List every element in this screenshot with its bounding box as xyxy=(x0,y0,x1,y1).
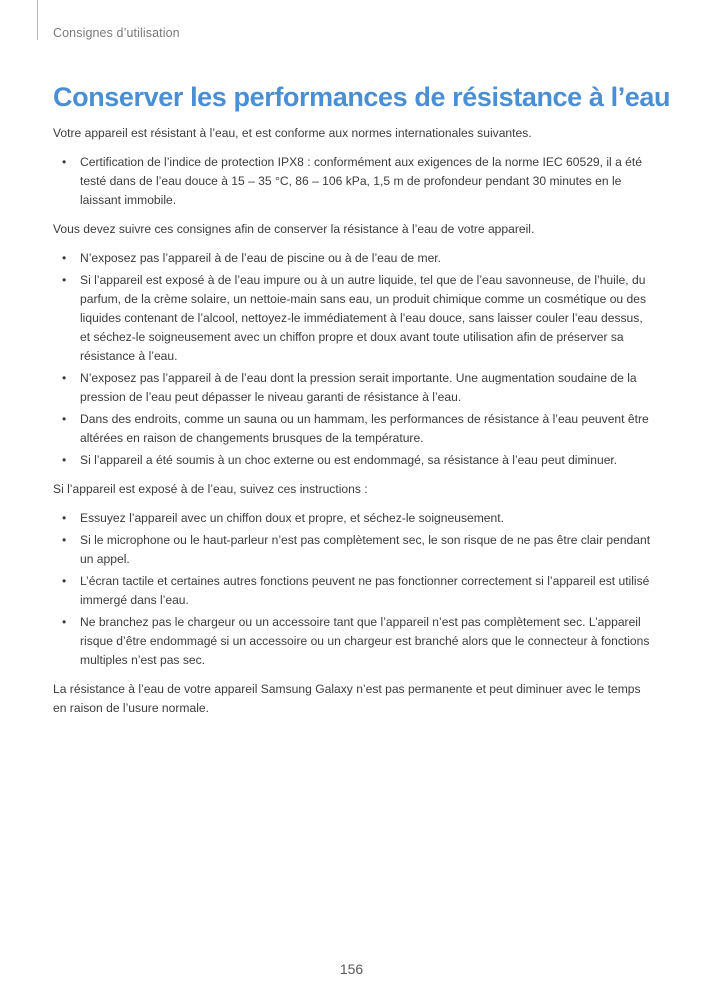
list-item-text: Si l’appareil a été soumis à un choc externe ou est endommagé, sa résistance à l’eau peut diminuer. xyxy=(80,453,618,467)
document-body xyxy=(53,124,651,728)
margin-rule xyxy=(37,0,38,40)
page-title: Conserver les performances de résistance à l’eau xyxy=(53,82,671,112)
bullet-icon: • xyxy=(62,511,67,525)
list-item-text: Si l’appareil est exposé à de l’eau impure ou à un autre liquide, tel que de l’eau savonneuse, de l’huile, du parfum, de la crème solaire, un nettoie-main sans eau, un produit chimique comme un cosmétique ou des liquides contenant de l’alcool, nettoyez-le immédiatement à l’eau douce, sans laisser couler l’eau dessus, et séchez-le soigneusement avec un chiffon propre et doux avant toute utilisation afin de préserver sa résistance à l’eau. xyxy=(80,273,647,363)
precautions-list xyxy=(53,249,651,470)
closing-paragraph: La résistance à l’eau de votre appareil Samsung Galaxy n’est pas permanente et peut diminuer avec le temps en raison de l’usure normale. xyxy=(53,682,641,715)
list-item xyxy=(53,613,651,670)
bullet-icon: • xyxy=(62,371,67,385)
list-item xyxy=(53,410,651,448)
list-item xyxy=(53,509,651,528)
bullet-icon: • xyxy=(62,273,67,287)
bullet-icon: • xyxy=(62,533,67,547)
list-item xyxy=(53,271,651,366)
intro-paragraph: Votre appareil est résistant à l’eau, et est conforme aux normes internationales suivantes. xyxy=(53,126,532,140)
list-item-text: N’exposez pas l’appareil à de l’eau de piscine ou à de l’eau de mer. xyxy=(80,251,442,265)
list-item xyxy=(53,369,651,407)
bullet-icon: • xyxy=(62,453,67,467)
intro-paragraph: Vous devez suivre ces consignes afin de conserver la résistance à l’eau de votre appareil. xyxy=(53,222,535,236)
list-item xyxy=(53,451,651,470)
list-item-text: Dans des endroits, comme un sauna ou un hammam, les performances de résistance à l’eau peuvent être altérées en raison de changements brusques de la température. xyxy=(80,412,649,445)
list-item xyxy=(53,572,651,610)
bullet-icon: • xyxy=(62,412,67,426)
bullet-icon: • xyxy=(62,155,67,169)
list-item-text: N’exposez pas l’appareil à de l’eau dont la pression serait importante. Une augmentation soudaine de la pression de l’eau peut dépasser le niveau garanti de résistance à l’eau. xyxy=(80,371,637,404)
list-item-text: L’écran tactile et certaines autres fonctions peuvent ne pas fonctionner correctement si l’appareil est utilisé immergé dans l’eau. xyxy=(80,574,650,607)
intro-paragraph: Si l’appareil est exposé à de l’eau, suivez ces instructions : xyxy=(53,482,368,496)
section-header: Consignes d’utilisation xyxy=(53,26,180,40)
list-item-text: Ne branchez pas le chargeur ou un accessoire tant que l’appareil n’est pas complètement sec. L’appareil risque d’être endommagé si un accessoire ou un chargeur est branché alors que le connecteur à fonctions multiples n’est pas sec. xyxy=(80,615,650,667)
list-item-text: Certification de l’indice de protection IPX8 : conformément aux exigences de la norme IEC 60529, il a été testé dans de l’eau douce à 15 – 35 °C, 86 – 106 kPa, 1,5 m de profondeur pendant 30 minutes en le laissant immobile. xyxy=(80,155,642,207)
bullet-icon: • xyxy=(62,574,67,588)
certification-list xyxy=(53,153,651,210)
list-item xyxy=(53,531,651,569)
bullet-icon: • xyxy=(62,615,67,629)
instructions-list xyxy=(53,509,651,670)
list-item xyxy=(53,153,651,210)
page-number: 156 xyxy=(339,961,364,977)
list-item xyxy=(53,249,651,268)
bullet-icon: • xyxy=(62,251,67,265)
list-item-text: Essuyez l’appareil avec un chiffon doux et propre, et séchez-le soigneusement. xyxy=(80,511,504,525)
list-item-text: Si le microphone ou le haut-parleur n’est pas complètement sec, le son risque de ne pas être clair pendant un appel. xyxy=(80,533,651,566)
